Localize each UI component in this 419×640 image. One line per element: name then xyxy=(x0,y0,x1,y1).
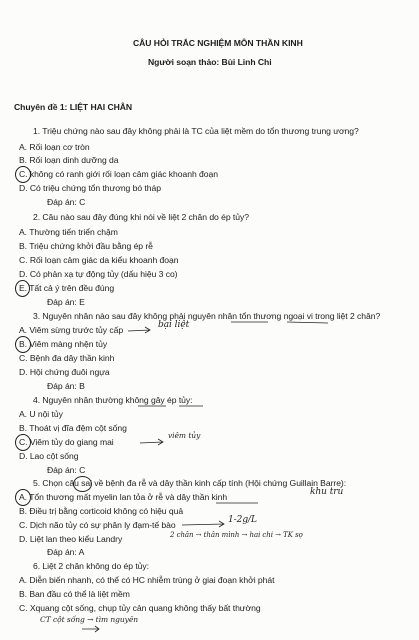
q1-answer: Đáp án: C xyxy=(47,197,86,207)
q1-option-b: B. Rối loạn dinh dưỡng da xyxy=(19,155,119,165)
q4-option-c: C. Viêm tủy do giang mai xyxy=(19,437,114,447)
q2-option-b: B. Triệu chứng khởi đầu bằng ép rễ xyxy=(19,241,153,251)
document-title: CÂU HỎI TRẮC NGHIỆM MÔN THẦN KINH xyxy=(133,38,303,48)
q2-option-d: D. Có phản xạ tự động tủy (dấu hiệu 3 co) xyxy=(19,269,178,279)
q6-option-a: A. Diễn biến nhanh, có thể có HC nhiễm trùng ở giai đoạn khởi phát xyxy=(19,575,275,585)
q2-answer: Đáp án: E xyxy=(47,297,85,307)
arrow-q5c xyxy=(182,521,224,527)
q5a-handwritten-note: khu trú xyxy=(310,487,344,497)
q3-option-a: A. Viêm sừng trước tủy cấp xyxy=(19,325,124,335)
question-3: 3. Nguyên nhân nào sau đây không phải nguyên nhân tổn thương ngoại vi trong liệt 2 chân? xyxy=(33,311,381,321)
underline-ngoai-vi xyxy=(287,322,328,323)
q6c-handwritten-note: CT cột sống → tìm nguyên xyxy=(40,615,139,624)
arrow-q6c xyxy=(82,626,99,632)
q4-option-d: D. Lao cột sống xyxy=(19,451,79,461)
q6-option-b: B. Ban đầu có thể là liệt mềm xyxy=(19,589,130,599)
q5-option-b: B. Điều trị bằng corticoid không có hiệu quả xyxy=(19,506,184,516)
q2-option-a: A. Thường tiến triển chậm xyxy=(19,227,118,237)
question-6: 6. Liệt 2 chân không do ép tủy: xyxy=(33,561,149,571)
q5-option-d: D. Liệt lan theo kiểu Landry xyxy=(19,534,123,544)
question-5: 5. Chọn câu sai về bệnh đa rễ và dây thần kinh cấp tính (Hội chứng Guillain Barre): xyxy=(33,478,347,488)
q5-option-a: A. Tổn thương mất myelin lan tỏa ở rễ và dây thần kinh xyxy=(19,492,228,502)
author-line: Người soạn thảo: Bùi Linh Chi xyxy=(148,57,272,67)
q4-answer: Đáp án: C xyxy=(47,465,86,475)
q6-option-c: C. Xquang cột sống, chụp tủy cản quang không thấy bất thường xyxy=(19,603,261,613)
q3-answer: Đáp án: B xyxy=(47,381,85,391)
q5-answer: Đáp án: A xyxy=(47,547,85,557)
question-4: 4. Nguyên nhân thường không gây ép tủy: xyxy=(33,395,193,405)
arrow-q4c xyxy=(140,439,163,445)
q3a-handwritten-note: bại liệt xyxy=(158,320,190,330)
q2-option-e: E. Tất cả ý trên đều đúng xyxy=(19,283,115,293)
q5-option-c: C. Dịch não tủy có sự phân ly đạm-tế bào xyxy=(19,520,176,530)
question-1: 1. Triệu chứng nào sau đây không phải là TC của liệt mềm do tổn thương trung ương? xyxy=(33,126,359,136)
q2-option-c: C. Rối loạn cảm giác da kiểu khoanh đoạn xyxy=(19,255,179,265)
topic-heading: Chuyên đề 1: LIỆT HAI CHÂN xyxy=(14,102,133,112)
q4-option-b: B. Thoát vị đĩa đệm cột sống xyxy=(19,423,127,433)
q5d-handwritten-note: 2 chân → thân mình → hai chi → TK sọ xyxy=(170,531,303,539)
question-2: 2. Câu nào sau đây đúng khi nói về liệt 2 chân do ép tủy? xyxy=(33,212,249,222)
q1-option-c: C. không có ranh giới rối loạn cảm giác khoanh đoạn xyxy=(19,169,218,179)
arrow-q3a xyxy=(128,327,150,333)
q3-option-b: B. Viêm màng nhện tủy xyxy=(19,339,108,349)
q5c-handwritten-note: 1-2g/L xyxy=(228,515,257,525)
q1-option-a: A. Rối loạn cơ tròn xyxy=(19,142,90,152)
q4-option-a: A. U nội tủy xyxy=(19,409,63,419)
q3-option-d: D. Hội chứng đuôi ngựa xyxy=(19,367,110,377)
q4c-handwritten-note: viêm tủy xyxy=(168,431,201,440)
q3-option-c: C. Bệnh đa dây thần kinh xyxy=(19,353,115,363)
q1-option-d: D. Có triệu chứng tổn thương bó tháp xyxy=(19,183,161,193)
